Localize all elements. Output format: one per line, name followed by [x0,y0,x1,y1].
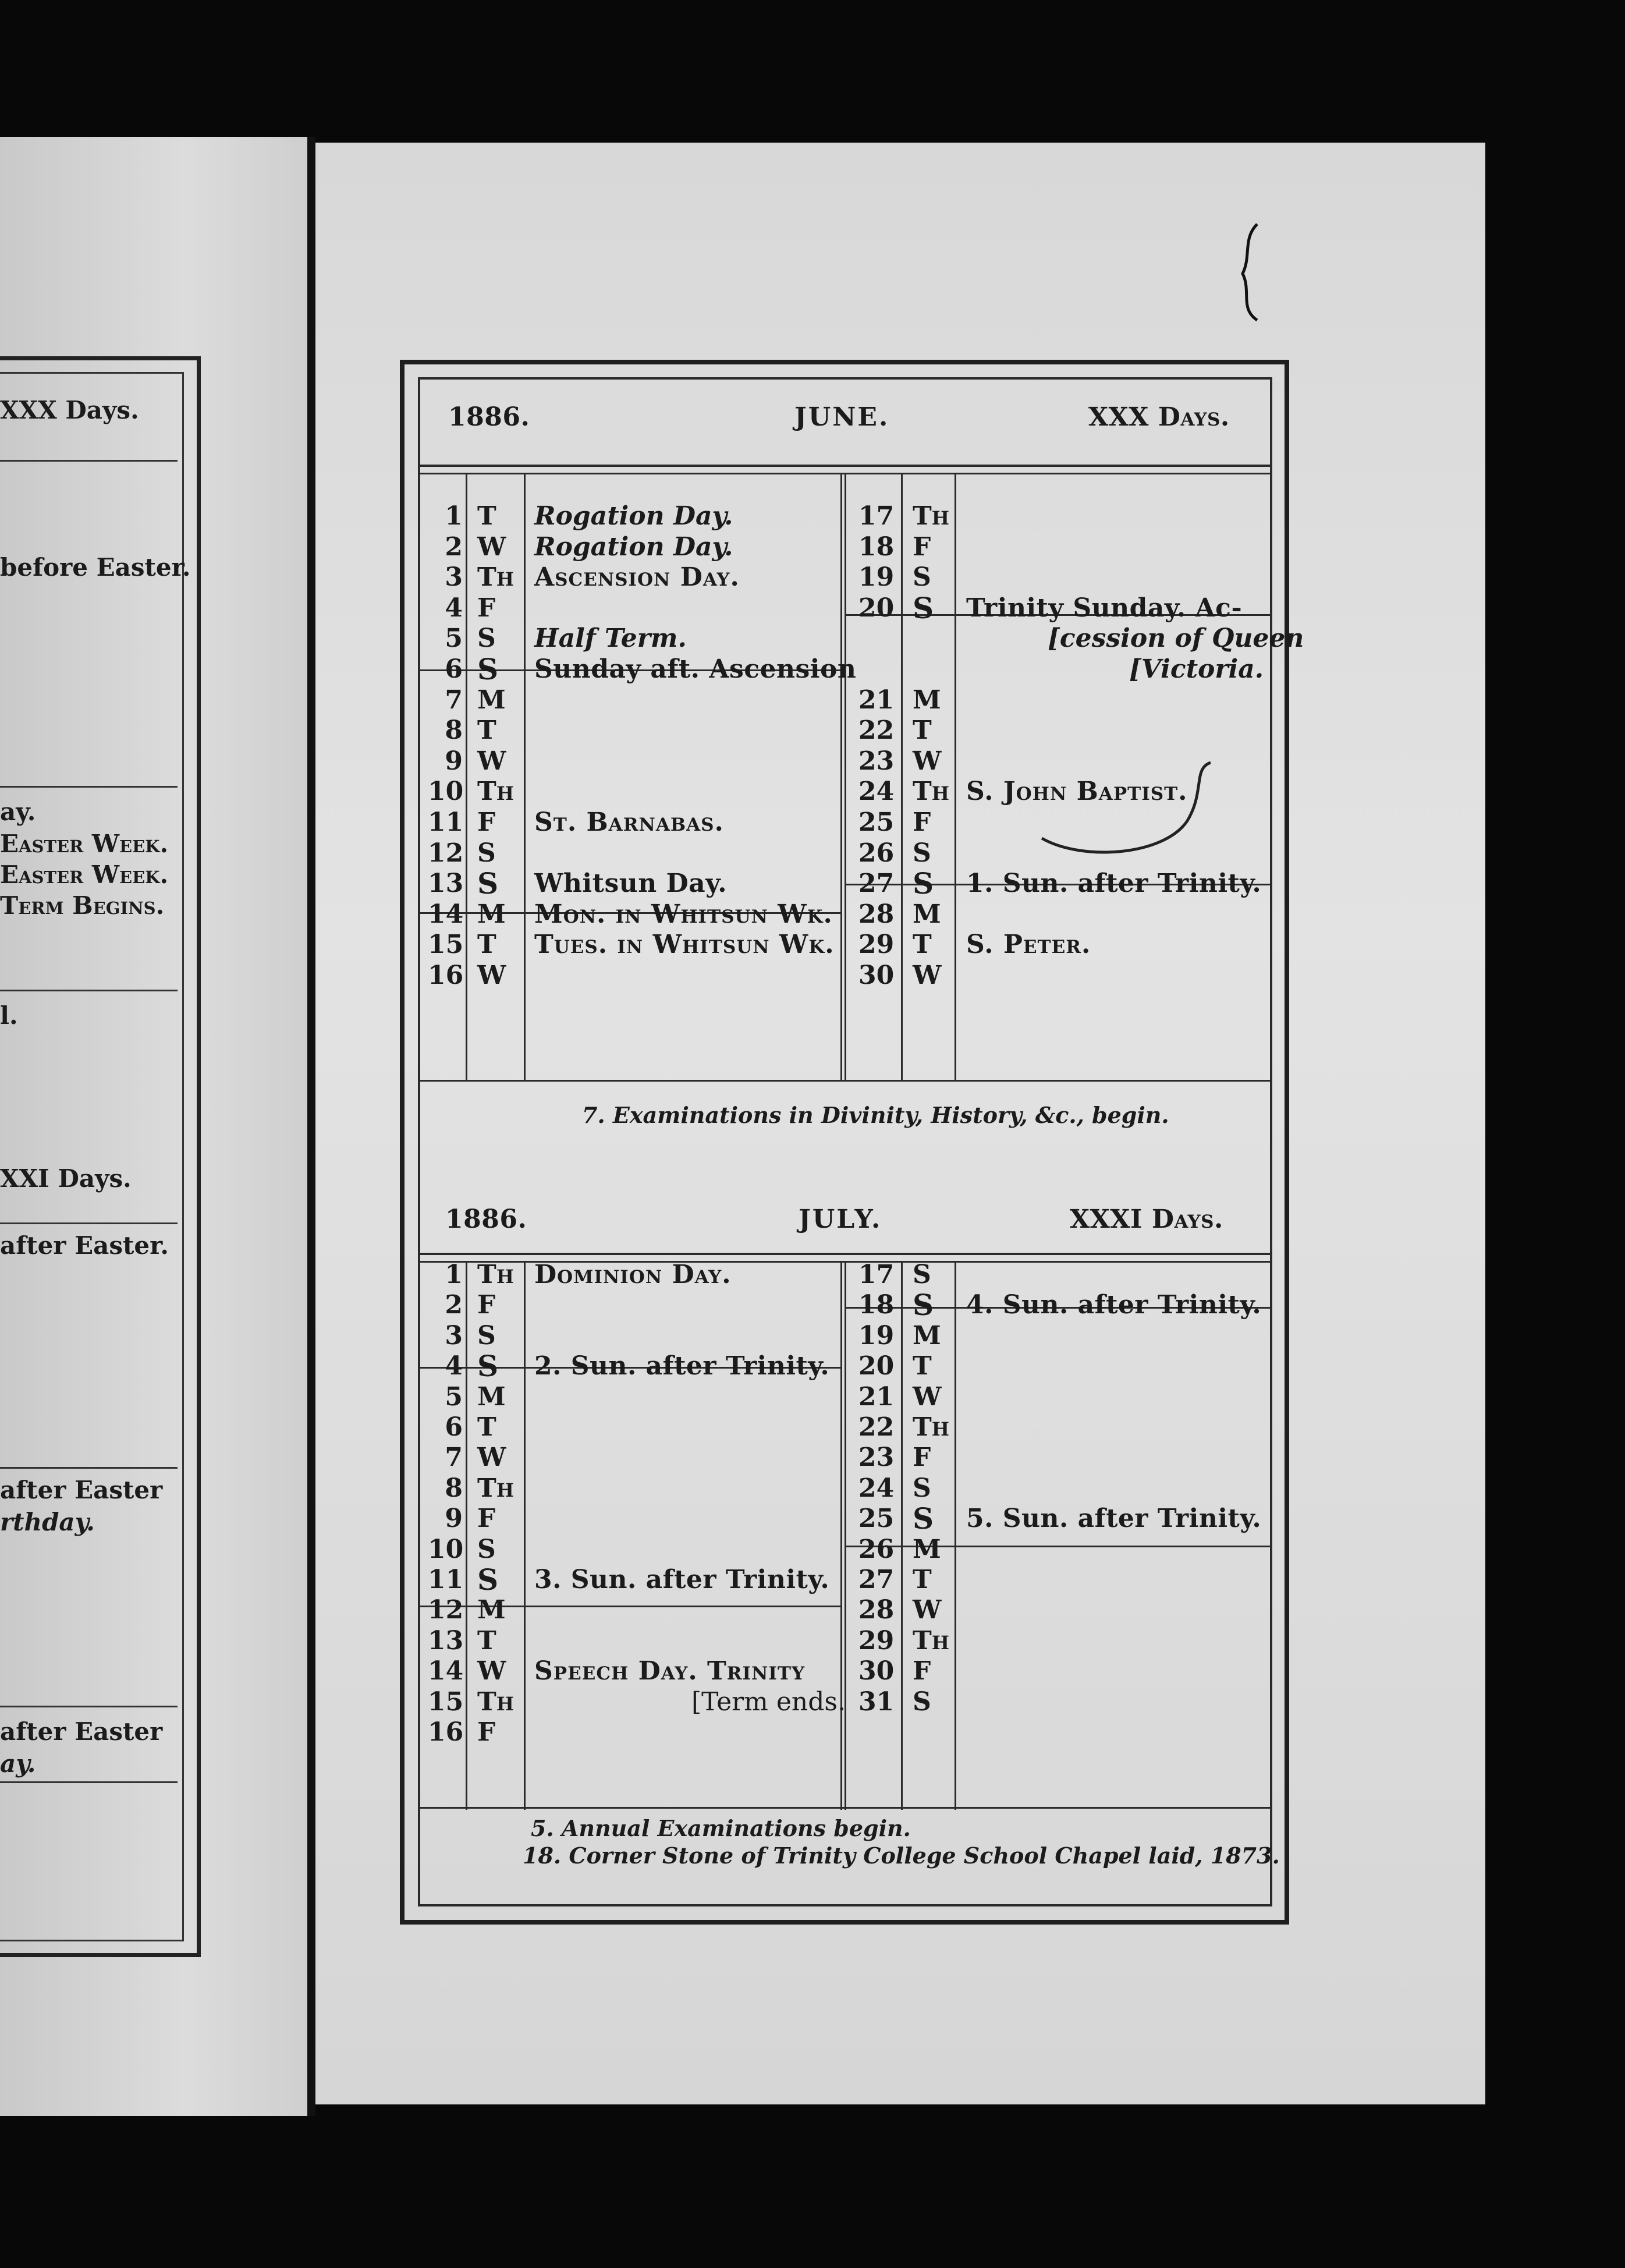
prev-line: ay. [0,1749,36,1778]
weekday-letter: TH [477,1473,514,1503]
day-number: 17 [858,501,895,531]
day-number: 10 [428,1534,464,1564]
day-number: 16 [428,961,464,990]
weekday-letter: M [477,899,506,929]
weekday-letter: W [477,746,506,776]
day-number: 21 [858,1381,895,1412]
day-observance: St. Barnabas. [534,807,724,837]
weekday-letter: TH [913,1625,949,1656]
day-number: 7 [445,1443,463,1473]
day-number: 29 [858,1625,895,1656]
weekday-letter: W [913,1381,942,1412]
day-number: 3 [445,1320,463,1351]
day-observance: Whitsun Day. [534,869,728,899]
weekday-letter: M [913,1534,941,1564]
weekday-letter: S [477,1349,499,1384]
weekday-letter: W [477,961,506,990]
day-number: 30 [858,961,895,990]
weekday-letter: F [913,531,931,562]
july-days-label: XXXI Days. [1070,1204,1223,1234]
day-number: 14 [428,1656,464,1686]
day-number: 11 [428,807,464,837]
weekday-letter: T [477,1412,496,1442]
june-month-title: JUNE. [794,402,890,432]
day-number: 23 [858,1443,895,1473]
july-month-title: JULY. [799,1204,882,1234]
weekday-letter: T [477,501,496,531]
weekday-letter: TH [913,501,949,531]
weekday-letter: F [477,1290,496,1320]
day-observance: Tues. in Whitsun Wk. [534,930,835,960]
day-number: 15 [428,1686,464,1717]
day-number: 26 [858,1534,895,1564]
day-number: 19 [858,562,895,593]
day-number: 6 [445,1412,463,1442]
weekday-letter: M [477,685,506,715]
day-observance: Mon. in Whitsun Wk. [534,899,833,929]
day-number: 22 [858,715,895,746]
day-observance: 3. Sun. after Trinity. [534,1565,830,1594]
weekday-letter: T [477,1625,496,1656]
weekday-letter: S [477,1534,496,1564]
weekday-letter: F [913,1443,931,1473]
day-number: 19 [858,1320,895,1351]
weekday-letter: S [913,590,934,625]
weekday-letter: TH [913,1412,949,1442]
weekday-letter: F [913,807,931,837]
day-number: 4 [445,1351,463,1381]
weekday-letter: S [477,838,496,868]
day-number: 14 [428,899,464,929]
day-number: 5 [445,1381,463,1412]
day-number: 1 [445,1260,463,1289]
weekday-letter: S [913,866,934,901]
weekday-letter: T [913,715,932,746]
weekday-letter: S [477,1320,496,1351]
prev-header: XXX Days. [0,396,139,424]
day-number: 4 [445,593,463,623]
day-number: 26 [858,838,895,868]
day-number: 16 [428,1717,464,1747]
weekday-letter: W [913,1595,942,1625]
day-number: 24 [858,1473,895,1503]
day-observance: 4. Sun. after Trinity. [966,1290,1262,1320]
prev-header-2: XXI Days. [0,1164,132,1193]
weekday-letter: W [913,961,942,990]
day-number: 22 [858,1412,895,1442]
weekday-letter: T [477,930,496,960]
weekday-letter: S [913,1260,931,1289]
prev-line: after Easter [0,1717,163,1746]
day-number: 8 [445,1473,463,1503]
prev-line: Term Begins. [0,891,165,920]
weekday-letter: T [913,1351,932,1381]
weekday-letter: F [477,1717,496,1747]
weekday-letter: M [477,1381,506,1412]
day-number: 6 [445,654,463,684]
prev-line: after Easter [0,1476,163,1504]
prev-line: ay. [0,798,36,826]
weekday-letter: W [477,1443,506,1473]
weekday-letter: W [913,746,942,776]
day-observance: 2. Sun. after Trinity. [534,1351,830,1381]
day-number: 8 [445,715,463,746]
weekday-letter: T [913,930,932,960]
day-number: 13 [428,869,464,899]
day-observance: 1. Sun. after Trinity. [966,869,1262,899]
day-number: 28 [858,1595,895,1625]
day-number: 21 [858,685,895,715]
day-observance: Dominion Day. [534,1260,732,1289]
day-number: 23 [858,746,895,776]
day-number: 7 [445,685,463,715]
prev-line: Easter Week. [0,860,169,889]
june-footnote: 7. Examinations in Divinity, History, &c., begin. [582,1102,1169,1128]
day-observance: S. John Baptist. [966,777,1188,807]
day-number: 9 [445,1504,463,1534]
day-number: 24 [858,777,895,807]
weekday-letter: S [477,1562,499,1597]
july-footnote-1: 5. Annual Examinations begin. [531,1815,911,1841]
weekday-letter: TH [477,562,514,593]
weekday-letter: S [913,1288,934,1323]
weekday-letter: T [477,715,496,746]
day-number: 3 [445,562,463,593]
weekday-letter: TH [913,777,949,807]
day-number: 12 [428,838,464,868]
weekday-letter: S [913,562,931,593]
pencil-mark [1036,757,1222,862]
june-year: 1886. [448,402,530,432]
day-number: 29 [858,930,895,960]
day-number: 13 [428,1625,464,1656]
day-number: 20 [858,1351,895,1381]
day-observance: Ascension Day. [534,562,740,593]
day-observance: Speech Day. Trinity [534,1656,806,1686]
july-year: 1886. [445,1204,527,1234]
day-number: 17 [858,1260,895,1289]
day-observance: [cession of Queen [1048,623,1304,654]
weekday-letter: S [477,652,499,686]
weekday-letter: S [913,1501,934,1536]
page-gutter [307,137,315,2116]
weekday-letter: TH [477,777,514,807]
day-number: 28 [858,899,895,929]
day-number: 27 [858,869,895,899]
prev-line: after Easter. [0,1231,169,1260]
day-number: 27 [858,1565,895,1594]
day-number: 18 [858,531,895,562]
prev-line: rthday. [0,1508,95,1536]
day-observance: [Victoria. [1129,654,1264,684]
weekday-letter: W [477,531,506,562]
day-number: 2 [445,531,463,562]
day-observance: [Term ends. [691,1686,846,1717]
weekday-letter: S [913,838,931,868]
weekday-letter: M [913,1320,941,1351]
day-number: 20 [858,593,895,623]
prev-line: before Easter. [0,553,191,582]
day-number: 1 [445,501,463,531]
day-observance: Trinity Sunday. Ac- [966,593,1243,623]
prev-line: Easter Week. [0,830,169,858]
weekday-letter: F [913,1656,931,1686]
weekday-letter: F [477,1504,496,1534]
weekday-letter: F [477,593,496,623]
weekday-letter: TH [477,1260,514,1289]
prev-line: l. [0,1001,18,1030]
day-number: 11 [428,1565,464,1594]
day-number: 15 [428,930,464,960]
day-observance: Half Term. [534,623,687,654]
july-footnote-2: 18. Corner Stone of Trinity College School Chapel laid, 1873. [523,1842,1280,1869]
weekday-letter: S [477,866,499,901]
weekday-letter: W [477,1656,506,1686]
weekday-letter: S [913,1686,931,1717]
june-days-label: XXX Days. [1088,402,1230,432]
day-number: 31 [858,1686,895,1717]
weekday-letter: M [477,1595,506,1625]
day-number: 18 [858,1290,895,1320]
weekday-letter: S [913,1473,931,1503]
day-observance: Sunday aft. Ascension [534,654,857,684]
weekday-letter: M [913,685,941,715]
day-observance: 5. Sun. after Trinity. [966,1504,1262,1534]
day-observance: S. Peter. [966,930,1091,960]
weekday-letter: T [913,1565,932,1594]
day-number: 10 [428,777,464,807]
day-number: 2 [445,1290,463,1320]
weekday-letter: F [477,807,496,837]
day-observance: Rogation Day. [534,501,733,531]
day-number: 12 [428,1595,464,1625]
weekday-letter: TH [477,1686,514,1717]
bracket-mark [1234,221,1269,326]
day-number: 30 [858,1656,895,1686]
day-observance: Rogation Day. [534,531,733,562]
day-number: 25 [858,1504,895,1534]
weekday-letter: S [477,623,496,654]
weekday-letter: M [913,899,941,929]
day-number: 9 [445,746,463,776]
day-number: 5 [445,623,463,654]
day-number: 25 [858,807,895,837]
